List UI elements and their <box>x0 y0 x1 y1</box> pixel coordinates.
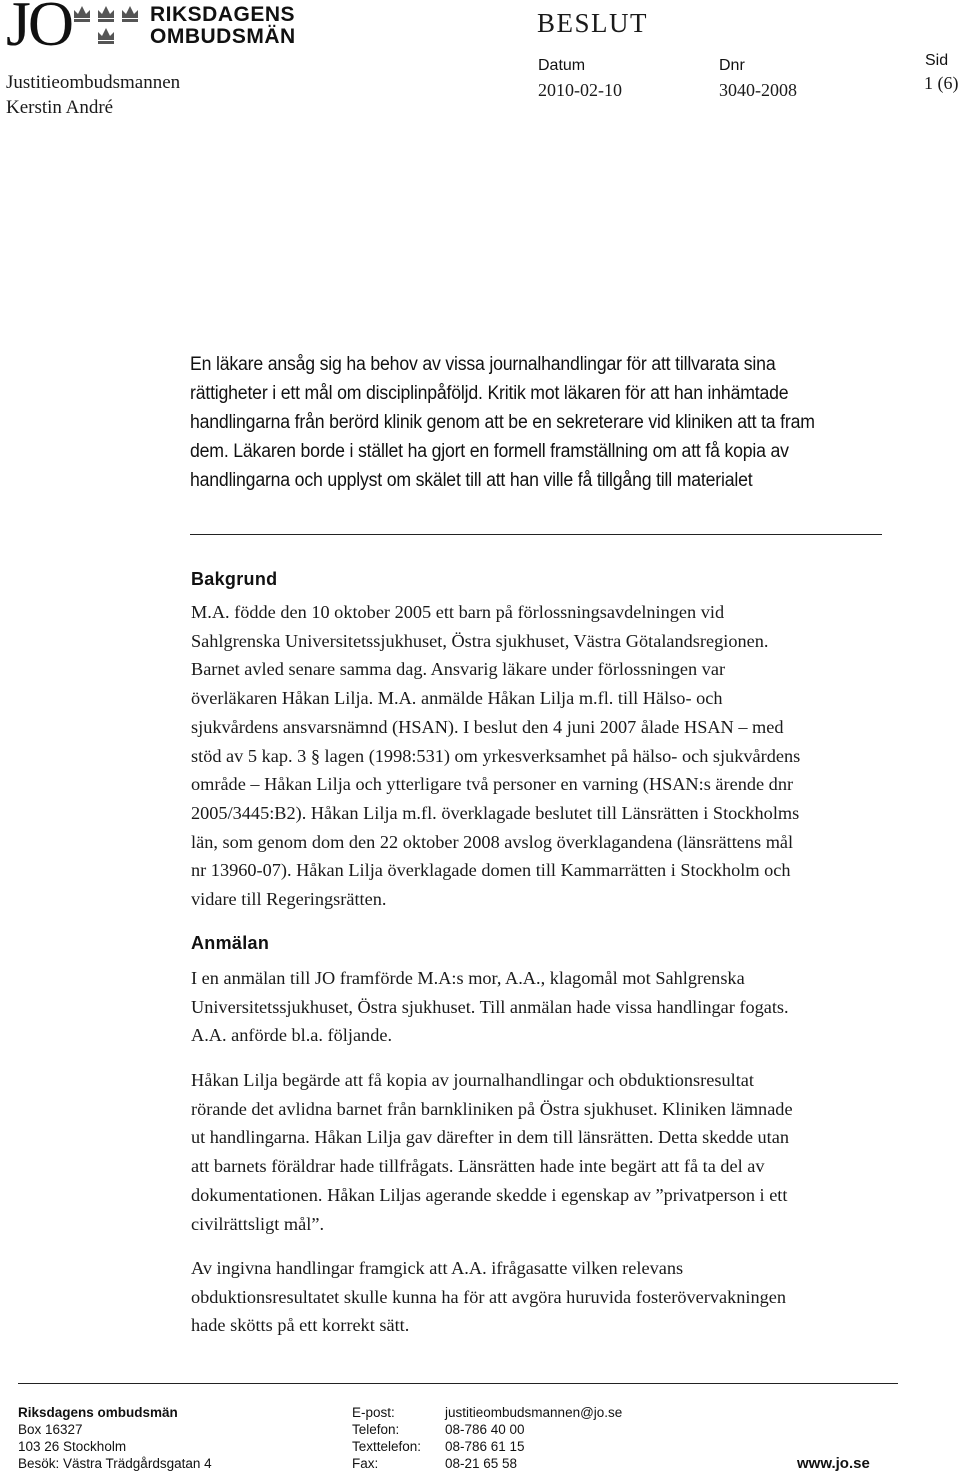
text-line: stöd av 5 kap. 3 § lagen (1998:531) om yrkesverksamhet på hälso- och sjukvårdens <box>191 745 801 766</box>
logo-line2: OMBUDSMÄN <box>150 25 296 48</box>
text-line: Sahlgrenska Universitetssjukhuset, Östra sjukhuset, Västra Götalandsregionen. <box>191 630 769 651</box>
text-line: område – Håkan Lilja och ytterligare två personer en varning (HSAN:s ärende dnr <box>191 774 794 795</box>
text-line: nr 13960-07). Håkan Lilja överklagade domen till Kammarrätten i Stockholm och <box>191 860 791 881</box>
text-line: dokumentationen. Håkan Liljas agerande skedde i egenskap av ”privatperson i ett <box>191 1184 788 1205</box>
text-line: överläkaren Håkan Lilja. M.A. anmälde Håkan Lilja m.fl. till Hälso- och <box>191 688 723 709</box>
footer-address-line: Box 16327 <box>18 1422 83 1437</box>
fax-value: 08-21 65 58 <box>445 1456 518 1471</box>
page-number: 1 (6) <box>924 73 959 93</box>
logo-line1: RIKSDAGENS <box>150 3 296 26</box>
sender-name: Kerstin André <box>6 97 114 118</box>
text-line: I en anmälan till JO framförde M.A:s mor, A.A., klagomål mot Sahlgrenska <box>191 968 745 988</box>
phone-label: Telefon: <box>352 1422 400 1437</box>
footer-address <box>18 1404 212 1472</box>
summary-text: En läkare ansåg sig ha behov av vissa journalhandlingar för att tillvarata sina rättigheter i ett mål om disciplinpåföljd. Kritik mot läkaren för att han inhämtade handlingarna från berörd klinik genom att be en sekreterare vid kliniken att ta fram dem. Läkaren borde i stället ha gjort en formell framställning om att få kopia av handlingarna och upplyst om skälet till att han ville få tillgång till materialet <box>190 354 815 491</box>
dnr-value: 3040-2008 <box>719 80 797 100</box>
quote-paragraph <box>191 1066 881 1238</box>
footer-address-line: Besök: Västra Trädgårdsgatan 4 <box>18 1456 212 1471</box>
dnr-label: Dnr <box>719 57 745 74</box>
text-line: län, som genom dom den 22 oktober 2008 avslog överklagandena (länsrättens mål <box>191 831 794 852</box>
text-line: M.A. födde den 10 oktober 2005 ett barn på förlossningsavdelningen vid <box>191 602 725 622</box>
sender-title: Justitieombudsmannen <box>6 72 181 93</box>
text-line: Universitetssjukhuset, Östra sjukhuset. Till anmälan hade vissa handlingar fogats. <box>191 996 789 1017</box>
footer-address-line: 103 26 Stockholm <box>18 1439 127 1454</box>
text-line: att barnets föräldrar hade tillfrågats. Länsrätten hade inte begärt att få ta del av <box>191 1156 765 1177</box>
date-value: 2010-02-10 <box>538 80 622 100</box>
website-link[interactable]: www.jo.se <box>797 1455 870 1472</box>
text-line: vidare till Regeringsrätten. <box>191 889 387 910</box>
text-line: Håkan Lilja begärde att få kopia av journalhandlingar och obduktionsresultat <box>191 1070 754 1090</box>
sender-block <box>6 70 180 120</box>
text-line: civilrättsligt mål”. <box>191 1213 325 1234</box>
section-heading-anmalan: Anmälan <box>191 933 270 953</box>
text-line: hade skötts på ett korrekt sätt. <box>191 1315 410 1336</box>
text-line: rörande det avlidna barnet från barnkliniken på Östra sjukhuset. Kliniken lämnade <box>191 1098 793 1119</box>
fax-label: Fax: <box>352 1456 379 1471</box>
summary-divider <box>190 534 882 535</box>
logo-text <box>150 4 296 48</box>
date-label: Datum <box>538 57 586 74</box>
text-line: A.A. anförde bl.a. följande. <box>191 1025 393 1046</box>
email-link[interactable]: justitieombudsmannen@jo.se <box>445 1405 623 1420</box>
textphone-label: Texttelefon: <box>352 1439 422 1454</box>
text-line: ut handlingarna. Håkan Lilja gav därefter in dem till länsrätten. Detta skedde utan <box>191 1127 789 1148</box>
text-line: Barnet avled senare samma dag. Ansvarig läkare under förlossningen var <box>191 659 726 680</box>
footer-divider <box>18 1383 898 1384</box>
footer-org-name: Riksdagens ombudsmän <box>18 1405 178 1420</box>
section-heading-bakgrund: Bakgrund <box>191 569 278 589</box>
bakgrund-paragraph <box>191 598 881 914</box>
text-line: obduktionsresultatet skulle kunna ha för att avgöra huruvida fosterövervakningen <box>191 1286 786 1307</box>
footer-contact-labels <box>352 1404 421 1472</box>
final-paragraph <box>191 1254 881 1340</box>
text-line: 2005/3445:B2). Håkan Lilja m.fl. överklagade beslutet till Länsrätten i Stockholms <box>191 802 800 823</box>
logo-jo: JO <box>6 0 72 59</box>
text-line: sjukvårdens ansvarsnämnd (HSAN). I beslut den 4 juni 2007 ålade HSAN – med <box>191 716 784 737</box>
page-label: Sid <box>925 52 949 69</box>
email-label: E-post: <box>352 1405 395 1420</box>
textphone-value: 08-786 61 15 <box>445 1439 525 1454</box>
crowns-logo-icon <box>70 2 142 46</box>
anmalan-paragraph <box>191 964 881 1050</box>
text-line: Av ingivna handlingar framgick att A.A. ifrågasatte vilken relevans <box>191 1258 684 1278</box>
document-type: BESLUT <box>537 8 649 38</box>
phone-value: 08-786 40 00 <box>445 1422 525 1437</box>
footer-contact-values <box>445 1404 622 1472</box>
